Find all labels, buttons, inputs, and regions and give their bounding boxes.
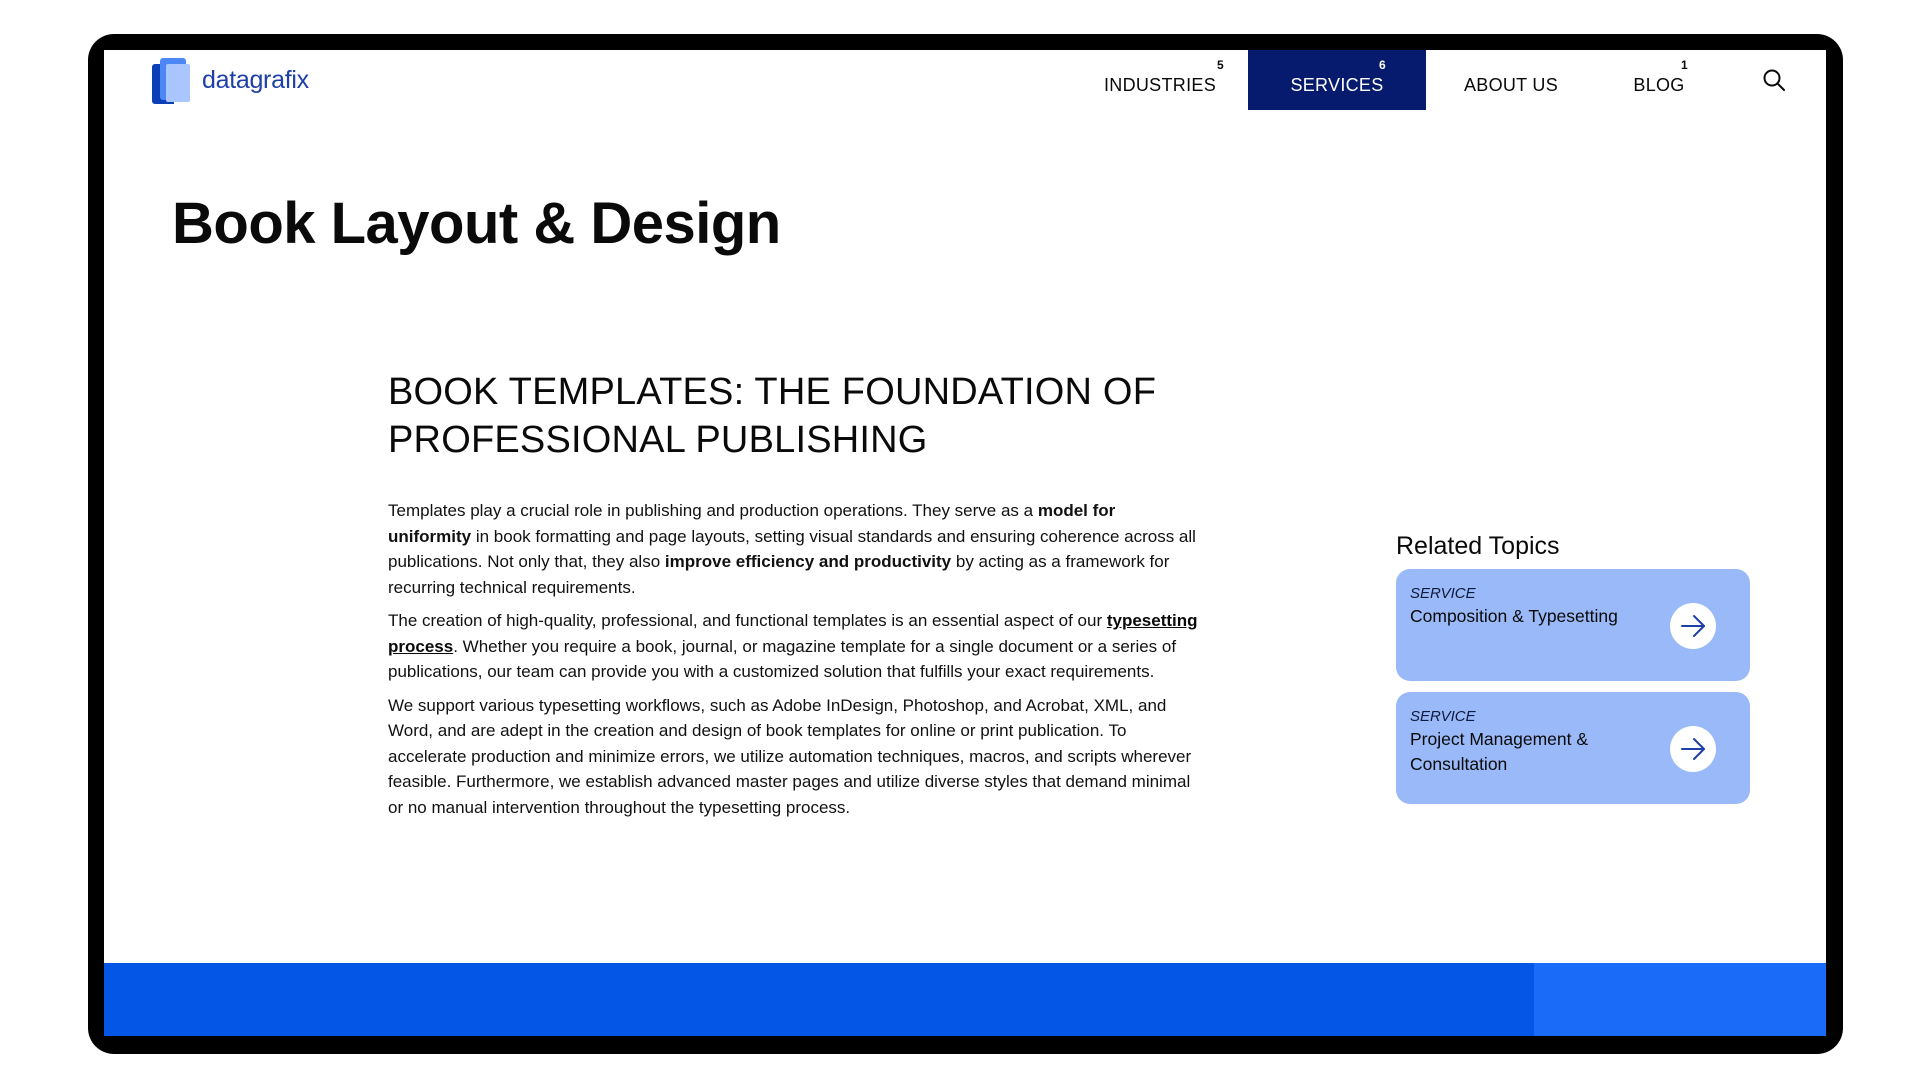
card-title: Composition & Typesetting xyxy=(1410,606,1618,626)
browser-viewport xyxy=(104,50,1826,1036)
footer-accent-block xyxy=(1534,963,1826,1036)
emphasis-model-for-uniformity: model for uniformity xyxy=(388,501,1116,546)
related-topics-heading: Related Topics xyxy=(1396,532,1560,560)
article-paragraph-2: The creation of high-quality, professional, and functional templates is an essential aspect of our typesetting process. Whether you require a book, journal, or magazine template for a single document or a series of publications, our team can provide you with a customized solution that fulfills your exact requirements. xyxy=(388,611,1198,681)
search-icon xyxy=(1762,68,1786,92)
article-content xyxy=(388,368,1198,828)
card-kind-label: SERVICE xyxy=(1410,708,1476,725)
emphasis-improve-efficiency: improve efficiency and productivity xyxy=(664,552,952,571)
typesetting-process-link[interactable]: typesetting process xyxy=(388,611,1198,656)
article-paragraph-1: Templates play a crucial role in publishing and production operations. They serve as a model for uniformity in book formatting and page layouts, setting visual standards and ensuring coherence across all publications. Not only that, they also improve efficiency and productivity by acting as a framework for recurring technical requirements. xyxy=(388,501,1196,597)
card-kind-label: SERVICE xyxy=(1410,585,1476,602)
arrow-right-icon[interactable] xyxy=(1670,726,1716,772)
nav-services-label: SERVICES xyxy=(1290,74,1384,95)
card-title: Project Management & Consultation xyxy=(1410,729,1589,774)
related-card-project-management[interactable] xyxy=(1396,692,1750,804)
nav-industries-count: 5 xyxy=(1217,58,1224,72)
related-card-composition-typesetting[interactable] xyxy=(1396,569,1750,681)
nav-about-us[interactable] xyxy=(1426,50,1596,110)
logo-mark-icon xyxy=(150,54,192,106)
main-nav xyxy=(1072,50,1826,110)
nav-blog-count: 1 xyxy=(1681,58,1688,72)
nav-about-us-label: ABOUT US xyxy=(1463,74,1559,95)
search-button[interactable] xyxy=(1722,50,1826,110)
article-heading: BOOK TEMPLATES: THE FOUNDATION OF PROFESSIONAL PUBLISHING xyxy=(388,371,1157,461)
footer-band xyxy=(104,963,1826,1036)
nav-services-count: 6 xyxy=(1379,58,1386,72)
brand-logo[interactable] xyxy=(150,54,309,106)
nav-industries-label: INDUSTRIES xyxy=(1103,74,1216,95)
nav-blog[interactable] xyxy=(1596,50,1722,110)
related-topics xyxy=(1396,532,1750,815)
arrow-right-icon[interactable] xyxy=(1670,603,1716,649)
nav-blog-label: BLOG xyxy=(1633,74,1685,95)
page-title: Book Layout & Design xyxy=(172,191,781,256)
nav-services[interactable] xyxy=(1248,50,1426,110)
article-paragraph-3: We support various typesetting workflows, such as Adobe InDesign, Photoshop, and Acrobat, XML, and Word, and are adept in the creation and design of book templates for online or print publication. To accelerate production and minimize errors, we utilize automation techniques, macros, and scripts wherever feasible. Furthermore, we establish advanced master pages and utilize diverse styles that demand minimal or no manual intervention throughout the typesetting process. xyxy=(388,695,1192,817)
nav-industries[interactable] xyxy=(1072,50,1248,110)
brand-name: datagrafix xyxy=(202,65,309,94)
